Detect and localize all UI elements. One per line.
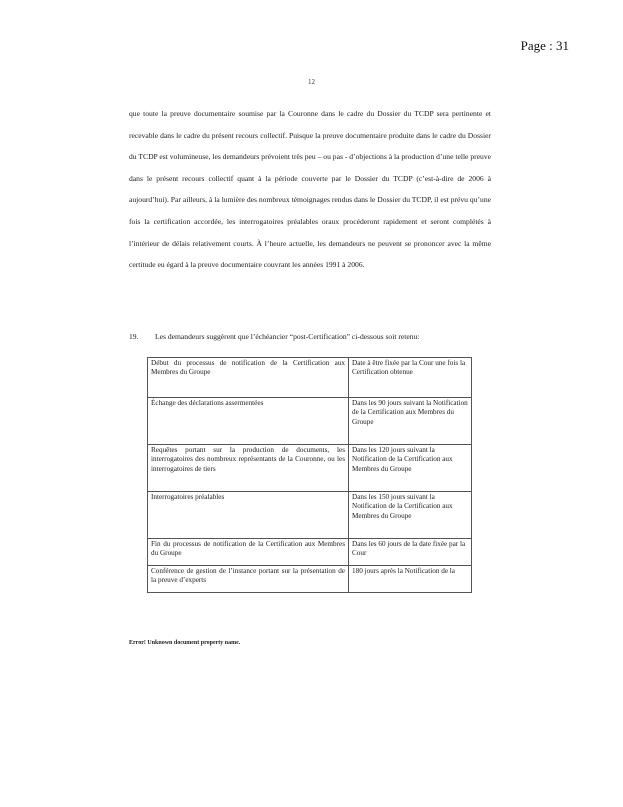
table-cell-timing: Date à être fixée par la Cour une fois la Certification obtenue	[349, 358, 472, 398]
item-text: Les demandeurs suggèrent que l’échéancier “post-Certification” ci-dessous soit retenu:	[155, 332, 420, 341]
body-paragraph: que toute la preuve documentaire soumise par la Couronne dans le cadre du Dossier du TCDP sera pertinente et recevable dans le cadre du présent recours collectif. Puisque la preuve documentaire produite dans le cadre du Dossier du TCDP est volumineuse, les demandeurs prévoient très peu – ou pas - d’objections à la production d’une telle preuve dans le présent recours collectif quant à la période couverte par le Dossier du TCDP (c’est-à-dire de 2006 à aujourd’hui). Par ailleurs, à la lumière des nombreux témoignages rendus dans le Dossier du TCDP, il est prévu qu’une fois la certification accordée, les interrogatoires préalables oraux procéderont rapidement et seront complétés à l’intérieur de délais relativement courts. À l’heure actuelle, les demandeurs ne peuvent se prononcer avec la même certitude eu égard à la preuve documentaire couvrant les années 1991 à 2006.	[129, 109, 491, 270]
table-row	[148, 398, 472, 445]
table-row	[148, 358, 472, 398]
table-cell-step: Fin du processus de notification de la Certification aux Membres du Groupe	[148, 539, 349, 566]
table-row	[148, 445, 472, 492]
numbered-item	[129, 331, 491, 343]
footer-error-text: Error! Unknown document property name.	[129, 640, 241, 646]
table-cell-timing: Dans les 120 jours suivant la Notification de la Certification aux Membres du Groupe	[349, 445, 472, 492]
table-row	[148, 539, 472, 566]
table-row	[148, 492, 472, 539]
table-cell-step: Conférence de gestion de l’instance portant sur la présentation de la preuve d’experts	[148, 566, 349, 593]
table-cell-step: Début du processus de notification de la Certification aux Membres du Groupe	[148, 358, 349, 398]
table-cell-timing: 180 jours après la Notification de la	[349, 566, 472, 593]
item-number: 19.	[129, 332, 139, 341]
table-cell-step: Échange des déclarations assermentées	[148, 398, 349, 445]
page-label: Page : 31	[520, 38, 569, 53]
table-cell-step: Requêtes portant sur la production de documents, les interrogatoires des nombreux représentants de la Couronne, ou les interrogatoires de tiers	[148, 445, 349, 492]
page-number: 12	[308, 78, 315, 86]
table-cell-timing: Dans les 60 jours de la date fixée par la Cour	[349, 539, 472, 566]
table-cell-timing: Dans les 150 jours suivant la Notification de la Certification aux Membres du Groupe	[349, 492, 472, 539]
table-cell-timing: Dans les 90 jours suivant la Notification de la Certification aux Membres du Groupe	[349, 398, 472, 445]
table-cell-step: Interrogatoires préalables	[148, 492, 349, 539]
table-row	[148, 566, 472, 593]
schedule-table	[147, 357, 472, 593]
